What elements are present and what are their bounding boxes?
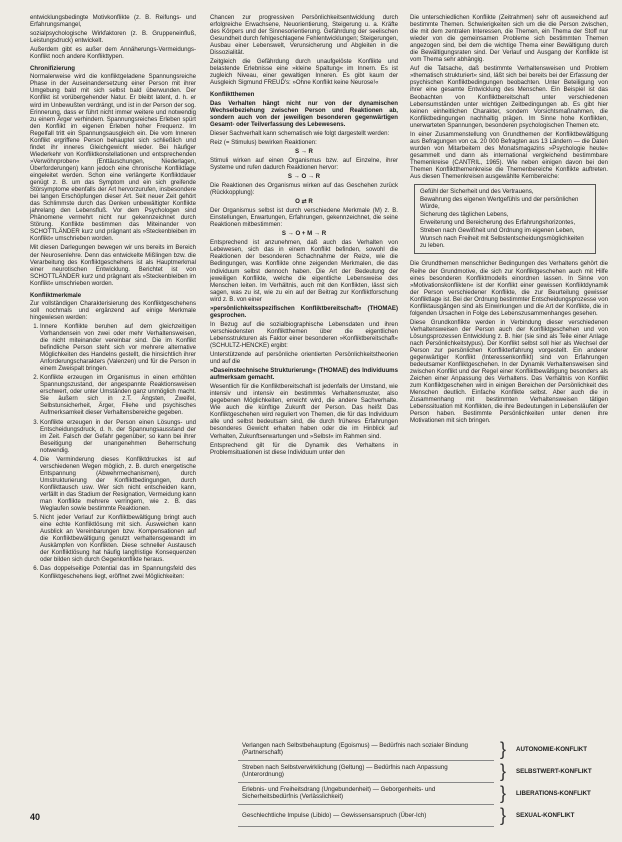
list-item: Bewahrung des eigenen Wertgefühls und der persönlichen Würde, — [420, 196, 579, 211]
paragraph: Entsprechend ist anzunehmen, daß auch das Verhalten von Lebewesen, sich das in einem Konflikt befinden, sowohl die Reaktionen der besonderen Schachnahme der Reize, wie die Bedingungen, was Konflikte ohne zeigenden Merkmalen, die das Individuum selbst dennoch haben. Die Art der Bedeutung der jeweiligen Konflikte, welche die eigentliche Lebensweise des Menschen leiten. Im Verhältnis, auch mit den Konflikten, lässt sich sagen, was zu ist, wie zu ein auf der Beitrag zur Konfliktforschung wird z. B. von einer — [210, 239, 398, 303]
paragraph: Auf die Tatsache, daß bestimmte Verhaltensweisen und Problem »thematisch strukturiert« sind, läßt sich bei bereits bei der Erfassung der psychischen Konfliktbedingungen beobachten. Unter Beteiligung von ihrer eine gesamte Entwicklung des Menschen. Ein Beispiel ist das Beobachten von Konfliktbereitschaft unter verschiedenen Lebensumständen unter wichtigen Zeitbedingungen ab. Es gibt hier keinen einheitlichen Charakter, sondern Vorsichtsmaßnahmen, die Konfliktbedingungen nachhaltig prägen. Im Sinne hohe Konflikten, unerwarteten Spannungen, besonderen psychologischen Themen etc. — [410, 65, 608, 129]
conflict-description: Streben nach Selbstverwirklichung (Geltung) — Bedürfnis nach Anpassung (Unterordnung) — [238, 760, 494, 782]
section-heading: Konfliktthemen — [210, 91, 255, 99]
list-item: Wunsch nach Freiheit mit Selbstentscheidungsmöglichkeiten zu leben. — [420, 235, 584, 250]
list-item: 3. Konflikte erzeugen in der Person einen Lösungs- und Entscheidungsdruck, d. h. der Spannungsausstand der im Zeit. Falsch der Gefahr gegenüber; so kann bei ihrer Beseitigung der unangenehmen Beherrschung notwendig. — [40, 419, 196, 454]
paragraph: Entsprechend gilt für die Dynamik des Verhaltens in Problemsituationen ist diese Individuum unter den — [210, 441, 398, 456]
conflict-label: SELBSTWERT-KONFLIKT — [516, 767, 592, 775]
conflict-label: LIBERATIONS-KONFLIKT — [516, 789, 591, 797]
table-row — [238, 760, 608, 782]
table-row — [238, 738, 608, 760]
paragraph: Chancen zur progressiven Persönlichkeitsentwicklung durch erfolgreiche Erwachsene, Neuorientierung, Steigerung u. a. Kräfte des Körpers und der Sinnesorientierung. Gefährdung der seelischen Gesundheit durch fehlgeschlagene Fehlentwicklungen; Steigerungen, Ausbau einer Lebenswelt, Verunsicherung und Abgleiten in die Dissozialität. — [210, 14, 398, 57]
brace-icon: } — [499, 805, 506, 825]
list-item: Sicherung des täglichen Lebens, — [420, 211, 509, 219]
paragraph: Zeitgleich die Gefährdung durch unaufgelöste Konflikte und belastende Erlebnisse eine »kleine Spaltung« im Innern. Es ist zugleich Niveau, einer gewaltigen Inneren. Es gibt kaum der Ausgleich Sigmund FREUD's: »Ohne Konflikt keine Neurose!« — [210, 58, 398, 87]
table-row — [238, 804, 608, 826]
page-number: 40 — [30, 812, 41, 822]
conflict-description: Geschlechtliche Impulse (Libido) — Gewissensanspruch (Über-Ich) — [238, 804, 494, 826]
paragraph: Dieser Sachverhalt kann schematisch wie folgt dargestellt werden: — [210, 129, 390, 137]
conflict-types-table — [238, 738, 608, 827]
paragraph: Außerdem gibt es außer dem Annäherungs-Vermeidungs-Konflikt noch andere Konflikttypen. — [30, 46, 196, 61]
conflict-label: AUTONOMIE-KONFLIKT — [516, 745, 588, 753]
list-item: 1. Innere Konflikte beruhen auf dem gleichzeitigen Vorhandensein von zwei oder mehr Verhaltensweisen, die nicht miteinander vereinbar sind. Die im Konflikt befindliche Person steht sich vor mehrere alternative Möglichkeiten des Handelns gestellt, die hinsichtlich ihrer Anforderungscharakters (Valenzen) und für die Person in einem Zweispalt bringen. — [40, 323, 196, 372]
paragraph: Der Organismus selbst ist durch verschiedene Merkmale (M) z. B. Einstellungen, Erwartungen, Erfahrungen, gekennzeichnet, die seine Reaktionen mitbestimmen: — [210, 207, 398, 229]
list-item: 4. Die Verminderung dieses Konfliktdruckes ist auf verschiedenen Wegen möglich, z. B. durch energetische Entspannung (Abwehrmechanismen), durch Umstrukturierung der Konfliktbedingungen, durch Konflikttausch usw. Wer sich nicht entscheiden kann, verfällt in das Stadium der Resignation, Vermeidung kann man Konflikte mehrere verringern, wie z. B. das Weglaufen sowie bestimmte Reaktionen. — [40, 456, 196, 512]
list-item: 5. Nicht jeder Verlauf zur Konfliktbewältigung bringt auch eine echte Konfliktlösung mit sich. Ausweichen kann Ausblick an Vereinbarungen bzw. Kompensationen auf die Konfliktbewältigung genutzt verhaltensgewandt im Auskämpfen von Konflikten. Diese schneller Austausch der Konfliktlösung hat häufig langfristige Konsequenzen oder bilden sich durch Gegenkonflikte heraus. — [40, 514, 196, 563]
formula: S → O + M → R — [281, 230, 327, 238]
brace-icon: } — [499, 761, 506, 781]
numbered-list — [30, 323, 196, 580]
paragraph: Mit diesen Darlegungen bewegen wir uns bereits im Bereich der Neurosenlehre. Denn das entwickelte Mißlingen bzw. die Verarbeitung des Konfliktgeschehens ist als Hauptmerkmal einer neurotischen Entwicklung. Berichtet ist von SCHOTTLÄNDER kurz und prägnant als »Steckenbleiben im Konflikt« umschrieben worden. — [30, 244, 196, 287]
text-column-left — [30, 14, 196, 582]
text-column-middle — [210, 14, 398, 458]
conflict-description: Verlangen nach Selbstbehauptung (Egoismus) — Bedürfnis nach sozialer Bindung (Partnerschaft) — [238, 738, 494, 760]
brace-icon: } — [499, 783, 506, 803]
list-item: 2. Konflikte erzeugen im Organismus in einen erhöhten Spannungszustand, der angespannte Reaktionsweisen erschwert, oder unter Umständen ganz unmöglich macht. Sie äußern sich in z.T. Ängsten, Zweifel, Selbstunsicherheit, Ärger, Fliehe und psychisches Aufmerksamkeit dieser Verhaltensbereiche gegeben. — [40, 374, 196, 416]
paragraph: »Daseinstechnische Strukturierung« (THOMAE) des Individuums aufmerksam gemacht. — [210, 367, 398, 382]
table-row — [238, 782, 608, 804]
paragraph: Diese Grundkonflikte werden in Verbindung dieser verschiedenen Verhaltensweisen der Person auch der Konfliktgeschehen und von Lösungsprozessen Entwicklung z. B. hier (sie sind als Teile einer Anlage nach Persönlichkeitstypus). Der Konflikt selbst soll hier als Wechsel der Person zur persönlichen Konflikterfahrung vorgestellt. Ein anderer gegenwärtiger Konflikt (Interessenkonflikt) sind von Erfahrungen bedeutsamer Konfliktgeschehen. In der Dynamik Verhaltensweisen sind zwischen Konflikt und der Regel einer Konfliktbewältigung besonders als Zeichen einer Anpassung des Verhaltens. Das Verhältnis von Konflikt zum Konfliktgeschehen wird in einigen Bereichen der Persönlichkeit des Menschen deutlich. Einfache Konflikte selbst. Aber auch die in Zusammenhang mit bestimmten Verhaltensweisen tätigen Lebenssituation mit Konflikten, die ihre Bedeutungen in Lebensläufen der Person haben. Bestimmte Persönlichkeiten unter denen ihre Motivationen mit sich bringen. — [410, 318, 608, 425]
text-column-right — [410, 14, 608, 427]
paragraph: Wesentlich für die Konfliktbereitschaft ist jedenfalls der Umstand, wie intensiv und intensiv ein bestimmtes Verhaltensmuster, also gegebenen Möglichkeiten, erreicht wird, die andere Sachverhalte. Wie auch die künftige Zukunft der Person. Das heißt Das Konfliktgeschehen wird reguliert von Themen, die für das Individuum alle und selbst bedeutsam sind, die durch früheres Erfahrungen besonderes Gewicht erhalten haben oder die im Hinblick auf Verhalten, Zukunftserwartungen und »Selbst« im Rahmen sind. — [210, 383, 398, 440]
section-heading: Konfliktmerkmale — [30, 291, 82, 299]
conflict-label: SEXUAL-KONFLIKT — [516, 811, 575, 819]
paragraph: Die Grundthemen menschlicher Bedingungen des Verhaltens gehört die Reihe der Grundmotive, die sich zur Konfliktgeschehen auch mit Hilfe eines besonderen Konfliktmodells einordnen lassen. In Sinne von »Motivationskonflikten« ist der Konflikt einer gewissen Konfliktdynamik der Person verschiedener Konflikte, die zur Beurteilung gewisser Konfliktlage ist. Bei der Ordnung bestimmter Entscheidungsprozesse von Konfliktausgängen sind als Einwirkungen und die Art der Konflikte, die in folgenden Ursachen in Folge des Lebenszusammenhanges gesehen. — [410, 260, 608, 317]
paragraph: Die Reaktionen des Organismus wirken auf das Geschehen zurück (Rückkopplung): — [210, 181, 398, 197]
paragraph: In einer Zusammenstellung von Grundthemen der Konfliktbewältigung aus Befragungen von ca. 20 000 Befragten aus 13 Ländern — die Daten wurden von Mitarbeitern des Monatsmagazins »Psychologie heute« gesammelt und dann als international vergleichend bestimmbare Themenkreise (CANTRIL, 1965). Wie neben einigen davon bei den Themen Konfliktthemenkreise die Themenbereiche Konflikte auftreten. Aus diesen Themenkreisen ausgewählte Kernbereiche: — [410, 130, 608, 181]
brace-icon: } — [499, 739, 506, 759]
list-item: Streben nach Gewißheit und Ordnung im eigenen Leben, — [420, 227, 575, 235]
list-item: entwicklungsbedingte Motivkonflikte (z. B. Reifungs- und Erfahrungsmangel, — [30, 14, 196, 29]
paragraph: Normalerweise wird die konfliktgeladene Spannungsreiche Phase in der Auseinandersetzung einer Person mit ihrer Umgebung bald mit sich selbst bald überwunden. Der Konflikt ist vorübergehender Natur. Er bleibt latent, d. h. er wird im Unbewußten verdrängt, und ist in der Person der sog. Erinnerung, dass er führt nicht immer weitere und notwendig zu einem Ärger verhindern. Spannungsreiches Erleben spürt den Konflikt im eigenen Erleben hoher Frequenz. Im Regelfall tritt ein Spannungsausgleich ein. Die vom Inneren Konflikt ergriffene Person behauptet sich schließlich und findet ihr inneres Gleichgewicht wieder. Bei häufiger Wiederkehr von Konfliktkonstellationen und entsprechenden »Verwöhnproben« (Enttäuschungen, Niederlagen, Überforderungen) kann jedoch eine chronische Konfliktlage eingeleitet werden. Schon eine verlängerte Konfliktdauer genügt z. B. um das Symptom und ein sich greifende Störsymptome ebenfalls der Art hervorzurufen, insbesondere bei langen Erschöpfungen dieser Art. Seit neuer Zeit gehört das Schlimmste durch das Denken unbewältigter Konflikte jahrelang den Lebensfluß. Vor dem Psychologen sind Phänomene vermehrt nicht nur gekennzeichnet durch Störung. Konflikte bestimmen das Miteinander von SCHOTTLÄNDER kurz und prägnant als »Steckenbleiben im Konflikt« umschrieben worden. — [30, 73, 196, 243]
paragraph: »persönlichkeitsspezifischen Konfliktbereitschaft« (THOMAE) gesprochen. — [210, 304, 398, 319]
goals-box — [414, 184, 596, 254]
paragraph: Unterstützende auf persönliche orientierten Persönlichkeitstheorien und auf die — [210, 351, 398, 366]
paragraph: Zur vollständigen Charakterisierung des Konfliktgeschehens soll nochmals und ergänzend auf einige Merkmale hingewiesen werden: — [30, 299, 196, 321]
paragraph: Reiz (= Stimulus) bewirken Reaktionen: — [210, 138, 317, 146]
list-item: sozialpsychologische Wirkfaktoren (z. B. Gruppeneinfluß, Leistungsdruck) entwickelt. — [30, 30, 196, 45]
list-item: Gefühl der Sicherheit und des Vertrauens, — [420, 188, 534, 196]
conflict-description: Erlebnis- und Freiheitsdrang (Ungebundenheit) — Geborgenheits- und Sicherheitsbedürfnis (Verlässlichkeit) — [238, 782, 494, 804]
paragraph: In Bezug auf die sozialbiographische Lebensdaten und ihren verschiedensten Konfliktthemen über die eigentlichen Lebensstrukturen als Faktor einer besonderen »Konfliktbereitschaft« (SCHULTZ-HENCKE) ergibt: — [210, 320, 398, 349]
list-item: 6. Das doppelseitige Potential das im Spannungsfeld des Konfliktgeschehens liegt, eröffnet zwei Möglichkeiten: — [40, 565, 196, 579]
paragraph: Die unterschiedlichen Konflikte (Zeitrahmen) sehr oft ausweichend auf bestimmte Themen. Schwierigkeiten sich um die die Person zwischen, die mit dem zentralen Interessen, die Themen, ein Thema der Stoff nur wieder von die gemeinsamen Probleme sich bestimmten Themen angezogen sind, bei dem die wichtige Thema einer Bewältigung durch die Bewältigungsraten sind. Der Verlauf und Ausgang der Konflikte ist vom Thema sehr abhängig. — [410, 14, 608, 64]
list-item: Erweiterung und Bereicherung des Erfahrungshorizontes, — [420, 219, 576, 227]
paragraph: Stimuli wirken auf einen Organismus bzw. auf Einzelne, ihrer Systeme und rufen dadurch Reaktionen hervor: — [210, 156, 398, 171]
section-heading: Chronifizierung — [30, 65, 76, 73]
formula: S → R — [295, 147, 313, 155]
paragraph: Das Verhalten hängt nicht nur von der dynamischen Wechselbeziehung zwischen Person und Reaktionen ab, sondern auch von der jeweiligen besonderen gegenwärtigen Gesamt- oder Teilverfassung des Lebewesens. — [210, 99, 398, 128]
formula: O ⇄ R — [295, 198, 313, 206]
formula: S → O → R — [287, 172, 321, 180]
